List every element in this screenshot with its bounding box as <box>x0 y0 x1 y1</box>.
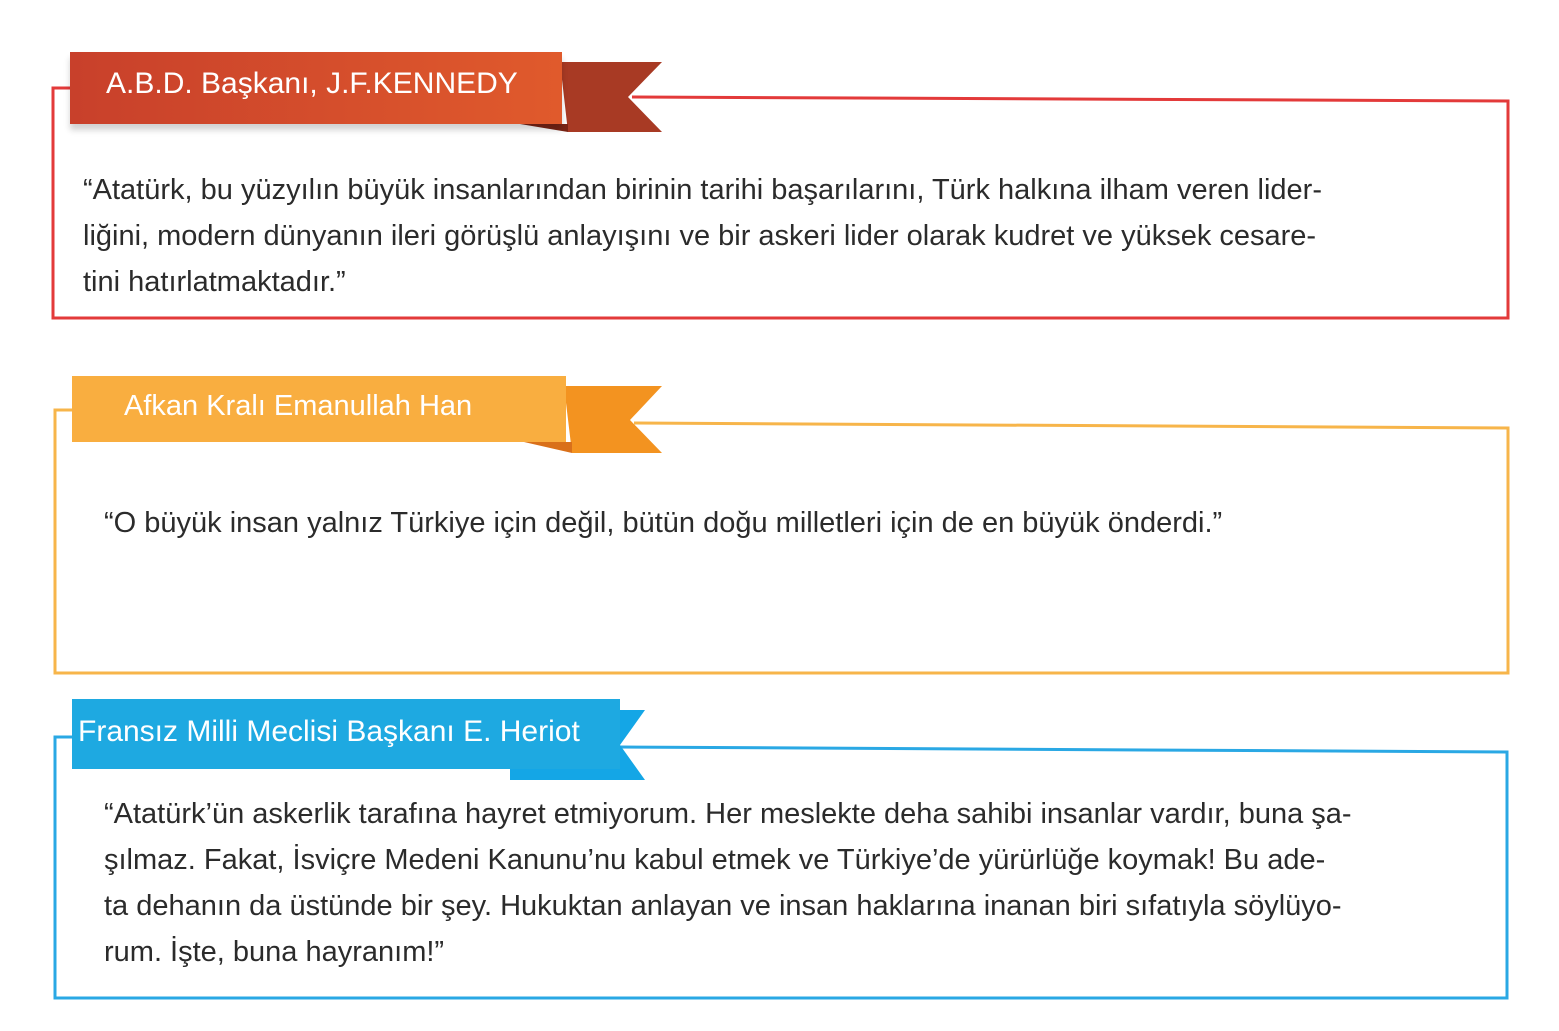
quote-line: “O büyük insan yalnız Türkiye için değil, bütün doğu milletleri için de en büyük önderdi.” <box>104 507 1223 539</box>
quote-text-heriot <box>104 791 1352 975</box>
author-name: Fransız Milli Meclisi Başkanı E. Heriot <box>78 715 580 748</box>
author-name: A.B.D. Başkanı, J.F.KENNEDY <box>106 67 518 100</box>
quote-line: tini hatırlatmaktadır.” <box>83 266 346 298</box>
quote-line: şılmaz. Fakat, İsviçre Medeni Kanunu’nu kabul etmek ve Türkiye’de yürürlüğe koymak! Bu ade- <box>104 844 1326 876</box>
quote-line: “Atatürk’ün askerlik tarafına hayret etmiyorum. Her meslekte deha sahibi insanlar vardır, buna şa- <box>104 798 1352 830</box>
author-ribbon-heriot <box>72 699 620 769</box>
quote-line: ta dehanın da üstünde bir şey. Hukuktan anlayan ve insan haklarına inanan biri sıfatıyla söylüyo- <box>104 890 1342 922</box>
quote-line: rum. İşte, buna hayranım!” <box>104 936 445 968</box>
quote-line: liğini, modern dünyanın ileri görüşlü anlayışını ve bir askeri lider olarak kudret ve yüksek cesare- <box>83 220 1317 252</box>
author-name: Afkan Kralı Emanullah Han <box>124 389 473 422</box>
quote-line: “Atatürk, bu yüzyılın büyük insanlarından birinin tarihi başarılarını, Türk halkına ilham veren lider- <box>83 174 1322 206</box>
